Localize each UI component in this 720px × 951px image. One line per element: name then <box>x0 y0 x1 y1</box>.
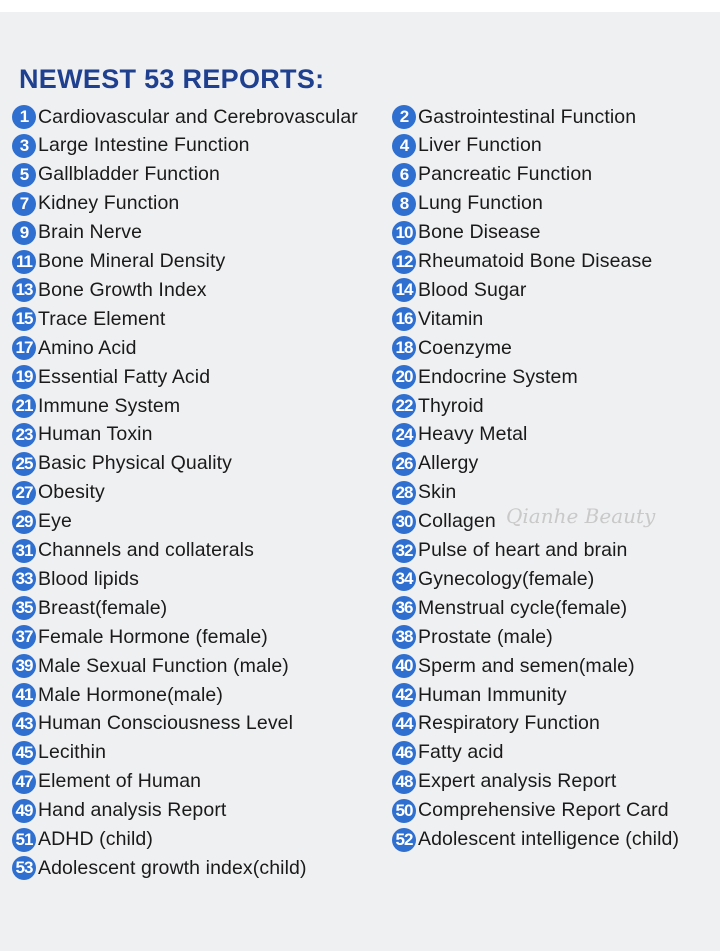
report-number-badge: 34 <box>392 567 416 591</box>
report-item <box>392 451 478 477</box>
report-label: Breast(female) <box>38 596 168 619</box>
report-item <box>392 566 594 592</box>
report-number-badge: 28 <box>392 481 416 505</box>
report-number-badge: 43 <box>12 712 36 736</box>
report-label: Bone Disease <box>418 221 541 244</box>
report-number-badge: 21 <box>12 394 36 418</box>
report-label: Cardiovascular and Cerebrovascular <box>38 105 358 128</box>
report-item <box>12 364 210 390</box>
report-label: Female Hormone (female) <box>38 625 268 648</box>
report-number-badge: 7 <box>12 192 36 216</box>
report-item <box>12 104 358 130</box>
report-number-badge: 48 <box>392 770 416 794</box>
report-label: Prostate (male) <box>418 625 553 648</box>
report-item <box>392 133 542 159</box>
report-label: Large Intestine Function <box>38 134 250 157</box>
report-item <box>392 740 504 766</box>
report-item <box>12 653 289 679</box>
report-number-badge: 35 <box>12 596 36 620</box>
report-number-badge: 25 <box>12 452 36 476</box>
report-label: Eye <box>38 510 72 533</box>
report-label: Lung Function <box>418 192 543 215</box>
report-number-badge: 14 <box>392 278 416 302</box>
report-label: Adolescent intelligence (child) <box>418 828 680 850</box>
report-number-badge: 51 <box>12 828 36 852</box>
report-label: Basic Physical Quality <box>38 452 233 475</box>
report-number-badge: 20 <box>392 365 416 389</box>
report-label: Immune System <box>38 394 181 417</box>
report-label: Vitamin <box>418 307 484 330</box>
report-item <box>392 480 456 506</box>
report-label: Liver Function <box>418 134 542 157</box>
report-label: Pancreatic Function <box>418 163 593 186</box>
report-item <box>392 682 567 708</box>
report-item <box>12 682 223 708</box>
report-item <box>392 769 616 795</box>
report-item <box>12 393 180 419</box>
report-item <box>392 827 679 853</box>
report-number-badge: 32 <box>392 539 416 563</box>
report-number-badge: 27 <box>12 481 36 505</box>
report-item <box>392 393 484 419</box>
report-number-badge: 33 <box>12 567 36 591</box>
report-item <box>12 220 142 246</box>
report-number-badge: 13 <box>12 278 36 302</box>
report-label: Thyroid <box>418 394 484 417</box>
report-number-badge: 17 <box>12 336 36 360</box>
report-item <box>12 566 139 592</box>
report-label: Coenzyme <box>418 336 513 359</box>
report-item <box>392 364 578 390</box>
report-label: Endocrine System <box>418 365 578 388</box>
report-item <box>392 220 541 246</box>
report-label: Lecithin <box>38 741 107 764</box>
report-number-badge: 4 <box>392 134 416 158</box>
report-item <box>12 798 226 824</box>
report-number-badge: 50 <box>392 799 416 823</box>
report-number-badge: 29 <box>12 510 36 534</box>
report-label: Skin <box>418 481 457 504</box>
report-label: Channels and collaterals <box>38 539 254 561</box>
report-item <box>12 335 137 361</box>
report-label: Male Hormone(male) <box>38 683 223 706</box>
report-item <box>392 509 496 535</box>
report-number-badge: 47 <box>12 770 36 794</box>
report-label: Heavy Metal <box>418 423 528 446</box>
report-item <box>12 855 307 881</box>
report-item <box>12 191 179 217</box>
report-label: Blood lipids <box>38 567 139 590</box>
report-label: Kidney Function <box>38 192 180 215</box>
report-number-badge: 44 <box>392 712 416 736</box>
report-number-badge: 31 <box>12 539 36 563</box>
report-number-badge: 16 <box>392 307 416 331</box>
report-number-badge: 8 <box>392 192 416 216</box>
report-item <box>12 538 254 564</box>
report-item <box>12 827 153 853</box>
report-number-badge: 30 <box>392 510 416 534</box>
report-number-badge: 42 <box>392 683 416 707</box>
report-item <box>392 277 526 303</box>
report-label: Male Sexual Function (male) <box>38 654 289 677</box>
report-number-badge: 46 <box>392 741 416 765</box>
report-item <box>12 162 220 188</box>
report-item <box>392 798 669 824</box>
report-label: Gynecology(female) <box>418 567 595 590</box>
report-item <box>392 104 636 130</box>
report-label: Gastrointestinal Function <box>418 105 637 128</box>
report-number-badge: 52 <box>392 828 416 852</box>
report-number-badge: 37 <box>12 625 36 649</box>
report-number-badge: 40 <box>392 654 416 678</box>
report-label: Amino Acid <box>38 336 137 359</box>
report-number-badge: 23 <box>12 423 36 447</box>
report-label: Trace Element <box>38 307 166 330</box>
report-item <box>12 769 201 795</box>
report-number-badge: 36 <box>392 596 416 620</box>
page-title: NEWEST 53 REPORTS: <box>19 64 325 94</box>
report-label: ADHD (child) <box>38 828 153 850</box>
report-number-badge: 18 <box>392 336 416 360</box>
report-number-badge: 38 <box>392 625 416 649</box>
report-number-badge: 39 <box>12 654 36 678</box>
report-item <box>392 653 635 679</box>
report-number-badge: 2 <box>392 105 416 129</box>
report-label: Essential Fatty Acid <box>38 365 211 388</box>
report-number-badge: 26 <box>392 452 416 476</box>
report-item <box>392 711 600 737</box>
report-item <box>12 711 293 737</box>
report-label: Menstrual cycle(female) <box>418 596 628 619</box>
report-item <box>392 595 627 621</box>
report-label: Hand analysis Report <box>38 799 227 822</box>
report-number-badge: 1 <box>12 105 36 129</box>
report-label: Comprehensive Report Card <box>418 799 669 822</box>
report-number-badge: 12 <box>392 250 416 274</box>
report-label: Human Toxin <box>38 423 153 446</box>
report-number-badge: 19 <box>12 365 36 389</box>
report-label: Sperm and semen(male) <box>418 654 635 677</box>
report-item <box>392 422 527 448</box>
report-item <box>12 133 250 159</box>
report-label: Human Consciousness Level <box>38 712 294 735</box>
report-number-badge: 6 <box>392 163 416 187</box>
report-label: Blood Sugar <box>418 278 527 301</box>
report-number-badge: 53 <box>12 856 36 880</box>
report-label: Expert analysis Report <box>418 770 617 793</box>
report-item <box>392 538 627 564</box>
report-item <box>12 624 268 650</box>
report-number-badge: 49 <box>12 799 36 823</box>
report-label: Brain Nerve <box>38 221 143 244</box>
report-label: Element of Human <box>38 770 202 793</box>
report-item <box>392 249 652 275</box>
report-item <box>392 191 543 217</box>
report-label: Human Immunity <box>418 683 567 706</box>
report-label: Bone Growth Index <box>38 278 207 301</box>
report-item <box>12 277 207 303</box>
report-number-badge: 10 <box>392 221 416 245</box>
report-number-badge: 15 <box>12 307 36 331</box>
report-label: Pulse of heart and brain <box>418 539 628 561</box>
report-number-badge: 3 <box>12 134 36 158</box>
report-label: Obesity <box>38 481 105 504</box>
report-item <box>392 306 483 332</box>
top-strip <box>0 0 720 12</box>
report-item <box>12 740 106 766</box>
report-item <box>12 595 167 621</box>
report-number-badge: 41 <box>12 683 36 707</box>
report-number-badge: 11 <box>12 250 36 274</box>
report-label: Fatty acid <box>418 741 504 764</box>
report-number-badge: 9 <box>12 221 36 245</box>
report-item <box>392 624 553 650</box>
watermark: Qianhe Beauty <box>506 504 656 528</box>
report-label: Rheumatoid Bone Disease <box>418 250 653 272</box>
report-item <box>12 451 232 477</box>
report-number-badge: 45 <box>12 741 36 765</box>
report-label: Collagen <box>418 510 496 533</box>
report-item <box>392 335 512 361</box>
report-item <box>12 480 105 506</box>
report-item <box>12 422 153 448</box>
report-item <box>12 306 165 332</box>
report-label: Adolescent growth index(child) <box>38 856 307 879</box>
report-item <box>392 162 592 188</box>
report-item <box>12 509 72 535</box>
report-label: Allergy <box>418 452 479 475</box>
report-number-badge: 22 <box>392 394 416 418</box>
report-number-badge: 24 <box>392 423 416 447</box>
report-item <box>12 249 225 275</box>
report-number-badge: 5 <box>12 163 36 187</box>
report-label: Gallbladder Function <box>38 163 220 186</box>
report-label: Respiratory Function <box>418 712 600 735</box>
report-label: Bone Mineral Density <box>38 250 226 272</box>
